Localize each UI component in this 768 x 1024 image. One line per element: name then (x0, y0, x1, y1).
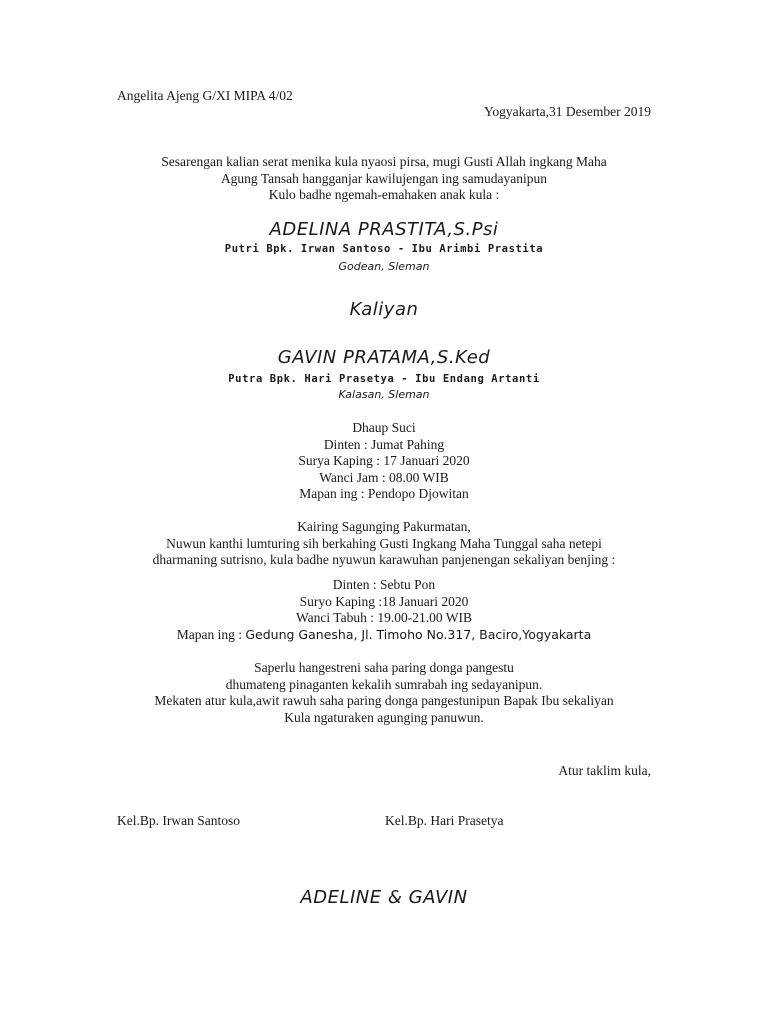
groom-parents: Putra Bpk. Hari Prasetya - Ibu Endang Artanti (228, 373, 540, 385)
reception-venue-line (0, 627, 768, 644)
closing-line-2: dhumateng pinaganten kekalih sumrabah ing sedayanipun. (225, 676, 543, 692)
ceremony-time: Wanci Jam : 08.00 WIB (319, 469, 449, 485)
sender-line: Angelita Ajeng G/XI MIPA 4/02 (117, 88, 293, 103)
invitation-line-2: Nuwun kanthi lumturing sih berkahing Gusti Ingkang Maha Tunggal saha netepi (166, 535, 602, 551)
ceremony-date: Surya Kaping : 17 Januari 2020 (298, 453, 470, 468)
groom-origin: Kalasan, Sleman (338, 388, 430, 401)
invitation-line-3: dharmaning sutrisno, kula badhe nyuwun karawuhan panjenengan sekaliyan benjing : (152, 552, 616, 567)
invitation-paragraph (0, 519, 768, 569)
ceremony-venue: Mapan ing : Pendopo Djowitan (299, 486, 469, 501)
ceremony-title: Dhaup Suci (352, 420, 416, 435)
couple-names: ADELINE & GAVIN (300, 887, 468, 908)
intro-line-3: Kulo badhe ngemah-emahaken anak kula : (268, 187, 500, 202)
reception-venue-label: Mapan ing : (176, 626, 246, 642)
closing-line-3: Mekaten atur kula,awit rawuh saha paring donga pangestunipun Bapak Ibu sekaliyan (154, 693, 614, 708)
closing-line-1: Saperlu hangestreni saha paring donga pangestu (254, 660, 514, 675)
intro-paragraph (0, 154, 768, 204)
connector-word: Kaliyan (349, 299, 419, 320)
bride-family: Kel.Bp. Irwan Santoso (117, 813, 240, 828)
intro-line-1: Sesarengan kalian serat menika kula nyaosi pirsa, mugi Gusti Allah ingkang Maha (161, 154, 607, 169)
bride-parents: Putri Bpk. Irwan Santoso - Ibu Arimbi Prastita (224, 243, 544, 255)
reception-day: Dinten : Sebtu Pon (332, 577, 436, 592)
reception-venue: Gedung Ganesha, Jl. Timoho No.317, Baciro,Yogyakarta (245, 626, 592, 642)
reception-time: Wanci Tabuh : 19.00-21.00 WIB (296, 610, 472, 625)
place-date: Yogyakarta,31 Desember 2019 (484, 104, 651, 119)
bride-name: ADELINA PRASTITA,S.Psi (269, 219, 499, 240)
closing-line-4: Kula ngaturaken agunging panuwun. (284, 709, 484, 725)
closing-paragraph (0, 660, 768, 726)
groom-family: Kel.Bp. Hari Prasetya (385, 813, 504, 828)
bride-origin: Godean, Sleman (338, 260, 430, 273)
intro-line-2: Agung Tansah hangganjar kawilujengan ing samudayanipun (220, 170, 548, 186)
reception-date: Suryo Kaping :18 Januari 2020 (299, 593, 469, 609)
ceremony-day: Dinten : Jumat Pahing (323, 436, 445, 452)
invitation-line-1: Kairing Sagunging Pakurmatan, (297, 519, 471, 534)
signoff: Atur taklim kula, (558, 763, 651, 778)
ceremony-details (0, 420, 768, 503)
reception-details (0, 577, 768, 643)
groom-name: GAVIN PRATAMA,S.Ked (277, 347, 491, 368)
